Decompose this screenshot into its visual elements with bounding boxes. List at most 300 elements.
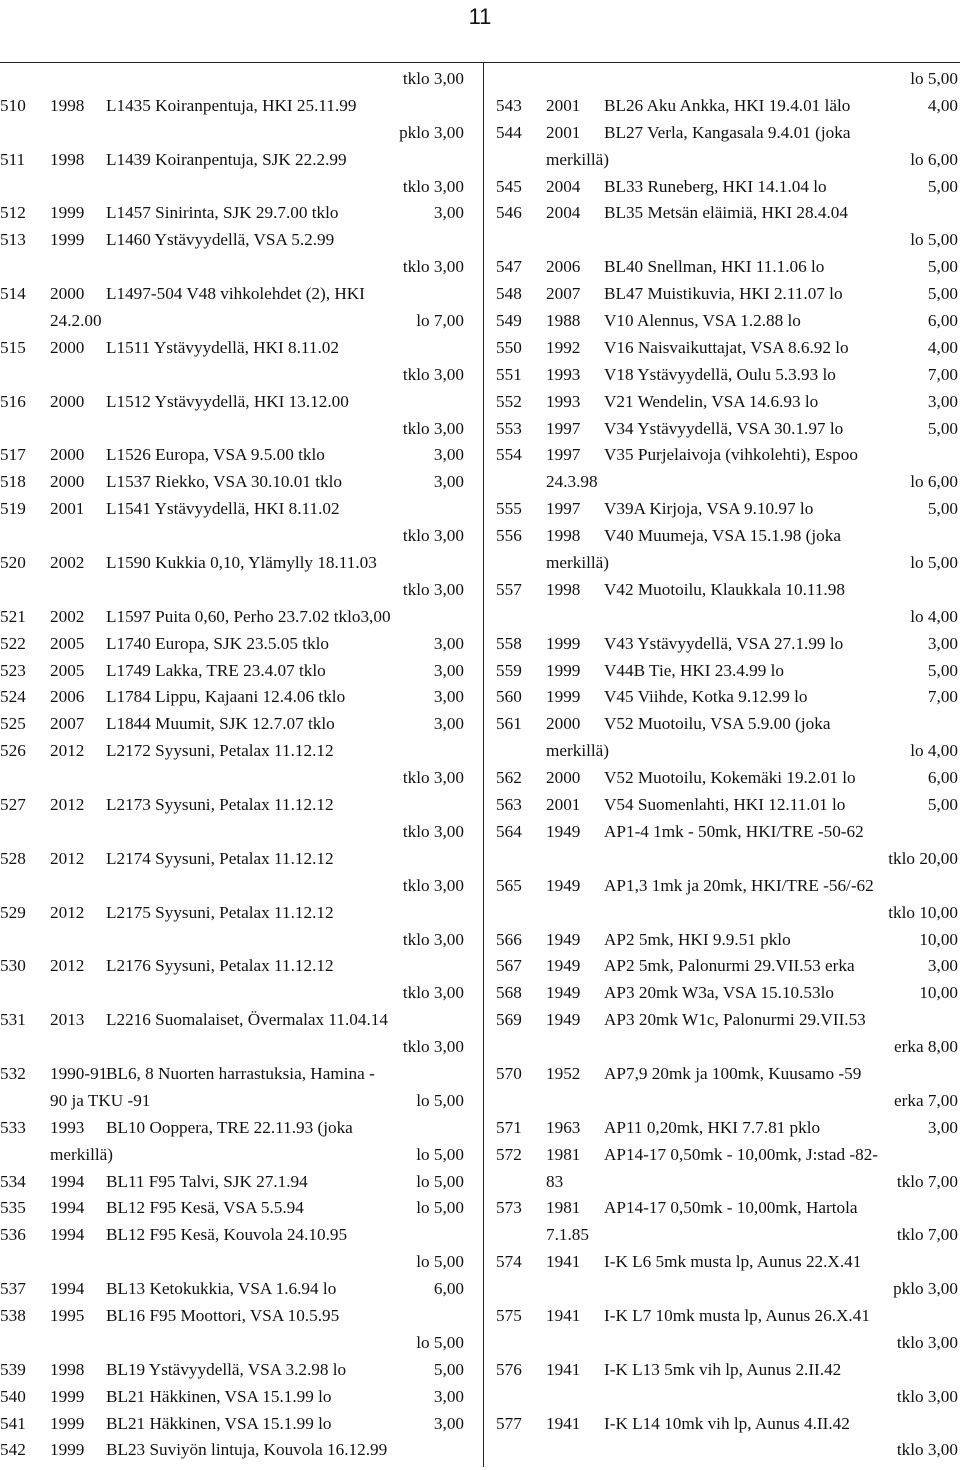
- item-price: tklo 3,00: [402, 929, 464, 949]
- item-year: 2001: [546, 795, 581, 815]
- item-description: L1511 Ystävyydellä, HKI 8.11.02: [106, 337, 339, 357]
- item-description: BL13 Ketokukkia, VSA 1.6.94 lo: [106, 1279, 337, 1299]
- item-price: 3,00: [927, 391, 958, 411]
- item-number: 511: [0, 149, 26, 169]
- item-price: 3,00: [433, 687, 464, 707]
- catalog-line: [496, 792, 958, 819]
- item-number: 551: [496, 364, 522, 384]
- catalog-line: [0, 1142, 464, 1169]
- item-year: 2002: [50, 606, 85, 626]
- item-year: 1981: [546, 1144, 581, 1164]
- catalog-line: [0, 1384, 464, 1411]
- catalog-line: [0, 738, 464, 765]
- catalog-line: [0, 308, 464, 335]
- item-number: 519: [0, 499, 26, 519]
- item-number: 557: [496, 579, 522, 599]
- item-description: I-K L14 10mk vih lp, Aunus 4.II.42: [604, 1413, 850, 1433]
- item-description: L2176 Syysuni, Petalax 11.12.12: [106, 956, 334, 976]
- catalog-line: [496, 1437, 958, 1464]
- item-description: BL21 Häkkinen, VSA 15.1.99 lo: [106, 1413, 332, 1433]
- item-price: erka 8,00: [894, 1037, 958, 1057]
- catalog-line: [0, 1061, 464, 1088]
- item-price: lo 4,00: [910, 741, 958, 761]
- item-year: 2000: [50, 391, 85, 411]
- item-number: 510: [0, 95, 26, 115]
- item-year: 2005: [50, 660, 85, 680]
- item-number: 560: [496, 687, 522, 707]
- item-description: BL10 Ooppera, TRE 22.11.93 (joka: [106, 1117, 353, 1137]
- item-number: 539: [0, 1359, 26, 1379]
- catalog-line: [0, 550, 464, 577]
- item-year: 2012: [50, 795, 85, 815]
- item-price: lo 4,00: [910, 606, 958, 626]
- item-price: 5,00: [927, 499, 958, 519]
- item-description: V40 Muumeja, VSA 15.1.98 (joka: [604, 526, 841, 546]
- item-description: AP3 20mk W1c, Palonurmi 29.VII.53: [604, 1010, 866, 1030]
- item-description: L1526 Europa, VSA 9.5.00 tklo: [106, 445, 325, 465]
- item-description: L2216 Suomalaiset, Övermalax 11.04.14: [106, 1010, 388, 1030]
- item-price: tklo 10,00: [888, 902, 958, 922]
- item-year: 1998: [50, 95, 85, 115]
- item-continuation: merkillä): [50, 1144, 113, 1164]
- item-year: 1998: [50, 149, 85, 169]
- catalog-line: [496, 1169, 958, 1196]
- item-description: V39A Kirjoja, VSA 9.10.97 lo: [604, 499, 814, 519]
- catalog-line: [496, 550, 958, 577]
- item-price: tklo 7,00: [896, 1171, 958, 1191]
- item-description: L2173 Syysuni, Petalax 11.12.12: [106, 795, 334, 815]
- item-continuation: merkillä): [546, 553, 609, 573]
- item-number: 540: [0, 1386, 26, 1406]
- item-number: 521: [0, 606, 26, 626]
- item-number: 537: [0, 1279, 26, 1299]
- catalog-line: [496, 684, 958, 711]
- item-price: lo 5,00: [910, 553, 958, 573]
- item-continuation: 7.1.85: [546, 1225, 589, 1245]
- catalog-line: [0, 1115, 464, 1142]
- catalog-line: [0, 442, 464, 469]
- item-price: 5,00: [927, 257, 958, 277]
- item-number: 538: [0, 1305, 26, 1325]
- catalog-line: [496, 1303, 958, 1330]
- item-number: 573: [496, 1198, 522, 1218]
- catalog-line: [496, 496, 958, 523]
- item-year: 1941: [546, 1413, 581, 1433]
- item-description: L1844 Muumit, SJK 12.7.07 tklo: [106, 714, 335, 734]
- catalog-line: [496, 604, 958, 631]
- catalog-line: [496, 927, 958, 954]
- item-continuation: 83: [546, 1171, 564, 1191]
- item-year: 1949: [546, 929, 581, 949]
- item-description: V44B Tie, HKI 23.4.99 lo: [604, 660, 785, 680]
- catalog-line: [496, 1330, 958, 1357]
- item-price: tklo 3,00: [402, 257, 464, 277]
- item-price: 5,00: [927, 418, 958, 438]
- item-year: 1999: [50, 1413, 85, 1433]
- item-description: V45 Viihde, Kotka 9.12.99 lo: [604, 687, 808, 707]
- item-price: tklo 20,00: [888, 848, 958, 868]
- item-price: lo 6,00: [910, 149, 958, 169]
- catalog-line: [0, 254, 464, 281]
- catalog-line: [496, 738, 958, 765]
- item-price: tklo 3,00: [402, 821, 464, 841]
- catalog-line: [0, 523, 464, 550]
- item-description: BL11 F95 Talvi, SJK 27.1.94: [106, 1171, 308, 1191]
- item-year: 1999: [50, 1440, 85, 1460]
- item-number: 553: [496, 418, 522, 438]
- item-number: 555: [496, 499, 522, 519]
- item-price: 4,00: [927, 95, 958, 115]
- item-number: 556: [496, 526, 522, 546]
- item-year: 1994: [50, 1225, 85, 1245]
- item-year: 1999: [546, 660, 581, 680]
- item-number: 533: [0, 1117, 26, 1137]
- item-year: 2012: [50, 848, 85, 868]
- item-price: tklo 3,00: [402, 176, 464, 196]
- item-description: AP1,3 1mk ja 20mk, HKI/TRE -56/-62: [604, 875, 874, 895]
- catalog-line: [0, 711, 464, 738]
- item-price: tklo 3,00: [896, 1386, 958, 1406]
- item-price: tklo 3,00: [402, 768, 464, 788]
- catalog-line: [0, 1249, 464, 1276]
- item-number: 552: [496, 391, 522, 411]
- catalog-line: [0, 66, 464, 93]
- item-year: 1963: [546, 1117, 581, 1137]
- item-price: lo 5,00: [416, 1171, 464, 1191]
- item-description: BL33 Runeberg, HKI 14.1.04 lo: [604, 176, 827, 196]
- item-description: V16 Naisvaikuttajat, VSA 8.6.92 lo: [604, 337, 849, 357]
- item-price: lo 5,00: [416, 1252, 464, 1272]
- item-description: V52 Muotoilu, VSA 5.9.00 (joka: [604, 714, 831, 734]
- item-description: BL47 Muistikuvia, HKI 2.11.07 lo: [604, 284, 843, 304]
- catalog-line: [496, 1088, 958, 1115]
- item-number: 569: [496, 1010, 522, 1030]
- catalog-line: [0, 120, 464, 147]
- item-year: 2004: [546, 203, 581, 223]
- item-description: AP3 20mk W3a, VSA 15.10.53lo: [604, 983, 834, 1003]
- item-price: lo 5,00: [416, 1198, 464, 1218]
- catalog-line: [0, 1276, 464, 1303]
- item-price: lo 5,00: [910, 230, 958, 250]
- item-description: L1749 Lakka, TRE 23.4.07 tklo: [106, 660, 326, 680]
- item-year: 1993: [546, 364, 581, 384]
- item-year: 1949: [546, 983, 581, 1003]
- catalog-line: [496, 174, 958, 201]
- catalog-line: [496, 846, 958, 873]
- catalog-line: [0, 496, 464, 523]
- item-description: L2172 Syysuni, Petalax 11.12.12: [106, 741, 334, 761]
- item-description: L1457 Sinirinta, SJK 29.7.00 tklo: [106, 203, 339, 223]
- catalog-line: [496, 1061, 958, 1088]
- catalog-line: [0, 1222, 464, 1249]
- catalog-line: [496, 227, 958, 254]
- item-price: pklo 3,00: [399, 122, 464, 142]
- item-number: 543: [496, 95, 522, 115]
- item-description: AP7,9 20mk ja 100mk, Kuusamo -59: [604, 1063, 862, 1083]
- catalog-line: [0, 1330, 464, 1357]
- item-year: 1981: [546, 1198, 581, 1218]
- item-number: 572: [496, 1144, 522, 1164]
- catalog-line: [0, 927, 464, 954]
- page-number: 11: [468, 4, 492, 29]
- catalog-line: [0, 953, 464, 980]
- item-year: 1998: [546, 579, 581, 599]
- item-year: 2000: [546, 768, 581, 788]
- catalog-line: [0, 577, 464, 604]
- left-column: [0, 66, 464, 1464]
- catalog-line: [0, 147, 464, 174]
- item-price: 10,00: [919, 929, 958, 949]
- catalog-line: [496, 469, 958, 496]
- catalog-line: [0, 416, 464, 443]
- item-year: 2001: [546, 95, 581, 115]
- item-year: 2000: [546, 714, 581, 734]
- item-year: 2005: [50, 633, 85, 653]
- item-number: 559: [496, 660, 522, 680]
- item-description: I-K L13 5mk vih lp, Aunus 2.II.42: [604, 1359, 842, 1379]
- item-number: 518: [0, 472, 26, 492]
- catalog-line: [496, 953, 958, 980]
- item-price: tklo 7,00: [896, 1225, 958, 1245]
- item-price: 3,00: [433, 445, 464, 465]
- item-number: 525: [0, 714, 26, 734]
- item-description: BL26 Aku Ankka, HKI 19.4.01 lälo: [604, 95, 851, 115]
- item-year: 2006: [50, 687, 85, 707]
- catalog-line: [496, 577, 958, 604]
- catalog-line: [0, 765, 464, 792]
- catalog-line: [0, 1411, 464, 1438]
- catalog-line: [0, 389, 464, 416]
- catalog-line: [0, 1088, 464, 1115]
- item-number: 545: [496, 176, 522, 196]
- item-year: 1949: [546, 875, 581, 895]
- item-price: 5,00: [927, 284, 958, 304]
- catalog-line: [496, 980, 958, 1007]
- item-description: L2175 Syysuni, Petalax 11.12.12: [106, 902, 334, 922]
- item-number: 531: [0, 1010, 26, 1030]
- item-price: tklo 3,00: [402, 364, 464, 384]
- catalog-line: [496, 66, 958, 93]
- item-year: 1993: [50, 1117, 85, 1137]
- catalog-line: [496, 1034, 958, 1061]
- catalog-line: [496, 873, 958, 900]
- item-number: 575: [496, 1305, 522, 1325]
- item-price: 3,00: [927, 956, 958, 976]
- item-price: lo 5,00: [416, 1332, 464, 1352]
- item-price: 3,00: [433, 660, 464, 680]
- catalog-line: [0, 1007, 464, 1034]
- item-price: pklo 3,00: [893, 1279, 958, 1299]
- item-description: BL23 Suviyön lintuja, Kouvola 16.12.99: [106, 1440, 388, 1460]
- item-year: 1988: [546, 311, 581, 331]
- catalog-line: [496, 765, 958, 792]
- item-number: 520: [0, 553, 26, 573]
- item-price: lo 7,00: [416, 311, 464, 331]
- catalog-line: [496, 281, 958, 308]
- item-description: BL21 Häkkinen, VSA 15.1.99 lo: [106, 1386, 332, 1406]
- item-price: lo 5,00: [910, 69, 958, 88]
- catalog-line: [0, 1034, 464, 1061]
- catalog-line: [0, 819, 464, 846]
- item-price: tklo 3,00: [402, 69, 464, 88]
- catalog-line: [496, 900, 958, 927]
- item-year: 2013: [50, 1010, 85, 1030]
- catalog-line: [0, 1437, 464, 1464]
- item-year: 1998: [546, 526, 581, 546]
- item-description: V10 Alennus, VSA 1.2.88 lo: [604, 311, 801, 331]
- item-description: BL12 F95 Kesä, VSA 5.5.94: [106, 1198, 304, 1218]
- item-description: AP1-4 1mk - 50mk, HKI/TRE -50-62: [604, 821, 864, 841]
- item-year: 2012: [50, 902, 85, 922]
- catalog-line: [496, 658, 958, 685]
- item-year: 1993: [546, 391, 581, 411]
- item-year: 2000: [50, 337, 85, 357]
- item-year: 1994: [50, 1171, 85, 1191]
- catalog-line: [496, 1384, 958, 1411]
- header-rule: [0, 62, 960, 63]
- catalog-line: [496, 1007, 958, 1034]
- item-continuation: merkillä): [546, 149, 609, 169]
- catalog-line: [496, 631, 958, 658]
- item-number: 526: [0, 741, 26, 761]
- catalog-line: [496, 120, 958, 147]
- item-number: 535: [0, 1198, 26, 1218]
- item-price: tklo 3,00: [896, 1440, 958, 1460]
- catalog-line: [0, 1169, 464, 1196]
- item-number: 567: [496, 956, 522, 976]
- item-description: BL12 F95 Kesä, Kouvola 24.10.95: [106, 1225, 348, 1245]
- item-price: tklo 3,00: [896, 1332, 958, 1352]
- item-year: 2002: [50, 553, 85, 573]
- item-price: erka 7,00: [894, 1090, 958, 1110]
- catalog-line: [496, 389, 958, 416]
- catalog-line: [0, 846, 464, 873]
- catalog-line: [0, 1357, 464, 1384]
- item-year: 1999: [546, 687, 581, 707]
- item-year: 2000: [50, 445, 85, 465]
- item-description: V43 Ystävyydellä, VSA 27.1.99 lo: [604, 633, 844, 653]
- item-number: 541: [0, 1413, 26, 1433]
- item-price: 5,00: [433, 1359, 464, 1379]
- item-year: 1999: [50, 230, 85, 250]
- item-year: 1997: [546, 445, 581, 465]
- item-description: L1740 Europa, SJK 23.5.05 tklo: [106, 633, 329, 653]
- item-description: V18 Ystävyydellä, Oulu 5.3.93 lo: [604, 364, 836, 384]
- catalog-line: [0, 900, 464, 927]
- item-year: 1949: [546, 821, 581, 841]
- item-year: 1941: [546, 1359, 581, 1379]
- item-description: AP2 5mk, Palonurmi 29.VII.53 erka: [604, 956, 855, 976]
- item-year: 2007: [546, 284, 581, 304]
- item-description: BL27 Verla, Kangasala 9.4.01 (joka: [604, 122, 851, 142]
- catalog-line: [496, 1222, 958, 1249]
- catalog-line: [496, 200, 958, 227]
- catalog-line: [0, 792, 464, 819]
- item-number: 565: [496, 875, 522, 895]
- item-year: 1994: [50, 1198, 85, 1218]
- item-year: 2001: [546, 122, 581, 142]
- item-price: tklo 3,00: [402, 526, 464, 546]
- item-price: 3,00: [927, 1117, 958, 1137]
- item-number: 571: [496, 1117, 522, 1137]
- item-description: AP14-17 0,50mk - 10,00mk, J:stad -82-: [604, 1144, 879, 1164]
- right-column: [496, 66, 958, 1464]
- item-number: 529: [0, 902, 26, 922]
- item-description: I-K L7 10mk musta lp, Aunus 26.X.41: [604, 1305, 870, 1325]
- item-price: 6,00: [927, 768, 958, 788]
- item-number: 561: [496, 714, 522, 734]
- item-description: L2174 Syysuni, Petalax 11.12.12: [106, 848, 334, 868]
- catalog-line: [496, 711, 958, 738]
- item-price: 3,00: [433, 1386, 464, 1406]
- catalog-line: [496, 1115, 958, 1142]
- item-description: BL35 Metsän eläimiä, HKI 28.4.04: [604, 203, 848, 223]
- item-number: 524: [0, 687, 26, 707]
- item-description: L1435 Koiranpentuja, HKI 25.11.99: [106, 95, 357, 115]
- item-year: 2001: [50, 499, 85, 519]
- catalog-line: [496, 1276, 958, 1303]
- item-number: 523: [0, 660, 26, 680]
- item-year: 2007: [50, 714, 85, 734]
- item-price: 5,00: [927, 795, 958, 815]
- item-price: 6,00: [433, 1279, 464, 1299]
- item-price: tklo 3,00: [402, 418, 464, 438]
- item-description: V21 Wendelin, VSA 14.6.93 lo: [604, 391, 819, 411]
- catalog-line: [0, 631, 464, 658]
- catalog-line: [0, 174, 464, 201]
- item-year: 1949: [546, 956, 581, 976]
- item-year: 2000: [50, 284, 85, 304]
- catalog-line: [496, 308, 958, 335]
- item-price: 7,00: [927, 687, 958, 707]
- catalog-line: [0, 200, 464, 227]
- item-number: 532: [0, 1063, 26, 1083]
- item-price: lo 5,00: [416, 1144, 464, 1164]
- item-description: V34 Ystävyydellä, VSA 30.1.97 lo: [604, 418, 844, 438]
- item-description: L1537 Riekko, VSA 30.10.01 tklo: [106, 472, 343, 492]
- catalog-line: [0, 604, 464, 631]
- column-divider: [483, 62, 484, 1467]
- item-number: 528: [0, 848, 26, 868]
- item-year: 1941: [546, 1252, 581, 1272]
- catalog-line: [0, 684, 464, 711]
- item-description: L1597 Puita 0,60, Perho 23.7.02 tklo3,00: [106, 606, 391, 626]
- item-price: lo 6,00: [910, 472, 958, 492]
- item-description: L1541 Ystävyydellä, HKI 8.11.02: [106, 499, 340, 519]
- item-number: 547: [496, 257, 522, 277]
- item-price: 6,00: [927, 311, 958, 331]
- catalog-line: [0, 227, 464, 254]
- item-number: 512: [0, 203, 26, 223]
- item-description: L1460 Ystävyydellä, VSA 5.2.99: [106, 230, 335, 250]
- catalog-line: [496, 442, 958, 469]
- catalog-line: [0, 658, 464, 685]
- item-description: V42 Muotoilu, Klaukkala 10.11.98: [604, 579, 845, 599]
- item-price: tklo 3,00: [402, 1037, 464, 1057]
- item-price: 3,00: [927, 633, 958, 653]
- item-description: BL40 Snellman, HKI 11.1.06 lo: [604, 257, 825, 277]
- item-price: lo 5,00: [416, 1090, 464, 1110]
- item-number: 564: [496, 821, 522, 841]
- item-number: 527: [0, 795, 26, 815]
- item-year: 2006: [546, 257, 581, 277]
- catalog-line: [0, 469, 464, 496]
- item-number: 566: [496, 929, 522, 949]
- item-continuation: merkillä): [546, 741, 609, 761]
- catalog-line: [496, 1249, 958, 1276]
- item-year: 1997: [546, 499, 581, 519]
- item-number: 558: [496, 633, 522, 653]
